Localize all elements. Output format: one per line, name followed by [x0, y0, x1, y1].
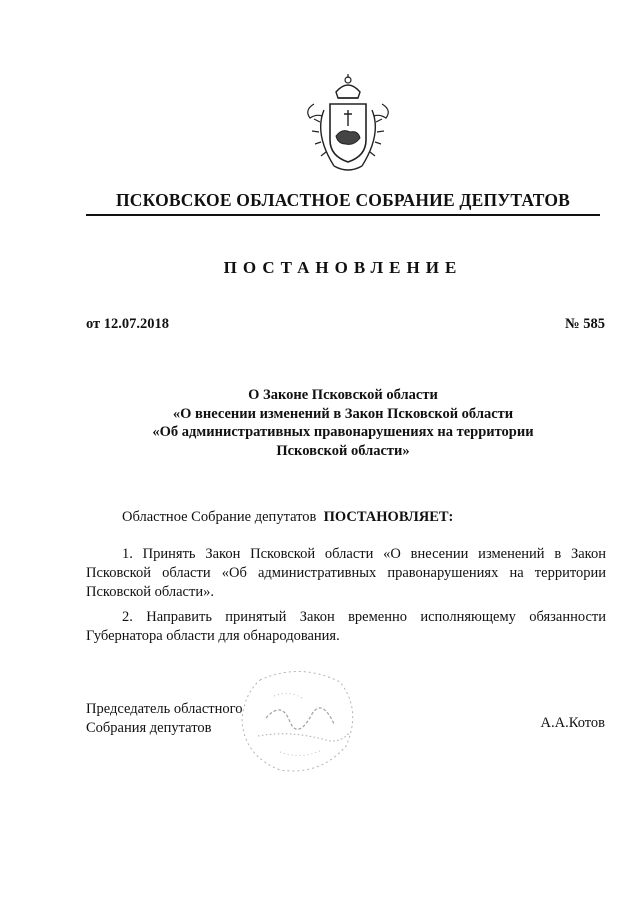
paragraph-item-2	[86, 608, 606, 646]
decree-word: ПОСТАНОВЛЯЕТ:	[323, 509, 454, 525]
signatory-position	[86, 700, 242, 737]
organization-name: ПСКОВСКОЕ ОБЛАСТНОЕ СОБРАНИЕ ДЕПУТАТОВ	[115, 190, 571, 210]
header-divider	[86, 214, 600, 216]
decree-intro: Областное Собрание депутатов	[122, 509, 317, 525]
position-line: Собрания депутатов	[86, 719, 212, 736]
document-number: № 585	[565, 316, 605, 332]
paragraph-text: 2. Направить принятый Закон временно исполняющему обязанности Губернатора области для обнародования.	[86, 609, 606, 644]
handwritten-signature-icon	[230, 660, 370, 780]
document-title: ПОСТАНОВЛЕНИЕ	[223, 258, 463, 277]
coat-of-arms-icon	[300, 70, 396, 180]
decree-statement	[122, 509, 453, 526]
document-date: от 12.07.2018	[86, 316, 170, 332]
subject-line: «Об административных правонарушениях на территории	[152, 424, 534, 440]
subject-line: «О внесении изменений в Закон Псковской области	[172, 405, 514, 422]
paragraph-item-1	[86, 545, 606, 602]
subject-line: Псковской области»	[276, 442, 410, 459]
signatory-name: А.А.Котов	[540, 715, 605, 731]
subject-line: О Законе Псковской области	[248, 387, 438, 403]
document-subject	[86, 386, 600, 460]
paragraph-text: 1. Принять Закон Псковской области «О внесении изменений в Закон Псковской области «Об административных правонарушениях на территории Псковской области».	[86, 546, 606, 600]
position-line: Председатель областного	[86, 701, 243, 717]
